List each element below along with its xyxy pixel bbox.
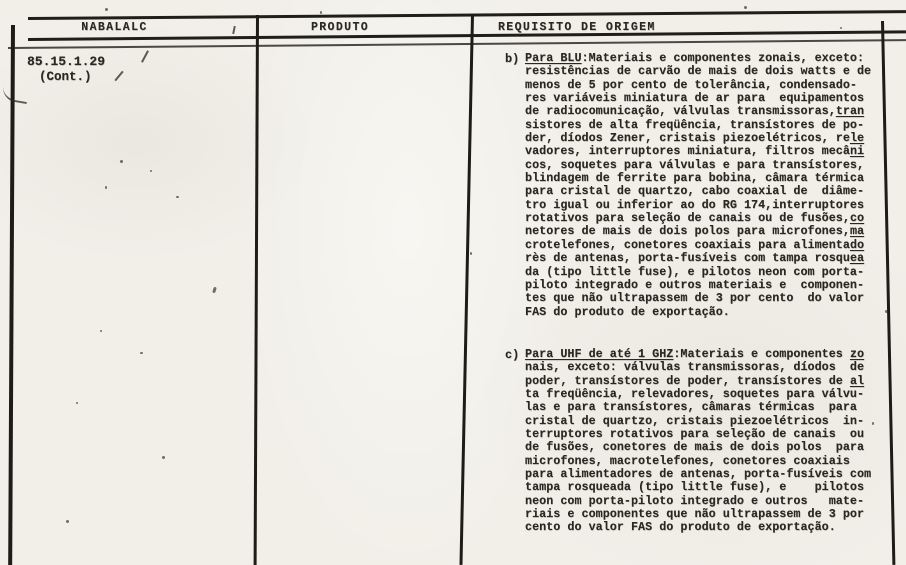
- requisito-line: nais, exceto: válvulas transmissoras, díodos de: [525, 360, 865, 375]
- requisito-line: menos de 5 por cento de tolerância, condensado-: [525, 77, 857, 92]
- requisito-line: microfones, macrotelefones, conetores coaxiais: [525, 453, 850, 468]
- requisito-line: terruptores rotativos para seleção de canais ou: [525, 426, 865, 441]
- header-bottom-thin-rule: [8, 39, 906, 49]
- column-header-requisito-de-origem: REQUISITO DE ORIGEM: [498, 21, 656, 34]
- column-divider-1: [254, 15, 259, 565]
- requisito-line: cos, soquetes para válvulas e para transístores,: [525, 157, 865, 172]
- requisito-line: sistores de alta freqüência, transístores de po-: [525, 117, 865, 132]
- nabalalc-cell: [27, 54, 105, 84]
- requisito-line: tampa rosqueada (tipo little fuse), e pilotos: [525, 480, 865, 495]
- requisito-line: der, díodos Zener, cristais piezoelétricos, rele: [525, 131, 865, 146]
- item-marker: c): [505, 347, 520, 362]
- requisito-cell: [507, 52, 887, 535]
- requisito-line: resistências de carvão de mais de dois watts e de: [525, 64, 872, 79]
- column-header-produto: PRODUTO: [310, 21, 370, 34]
- requisito-item: [507, 348, 887, 535]
- requisito-line: neon com porta-piloto integrado e outros mate-: [525, 493, 865, 508]
- requisito-line: para cristal de quartzo, cabo coaxial de diâme-: [525, 184, 865, 199]
- requisito-line: cristal de quartzo, cristais piezoelétricos in-: [525, 413, 865, 428]
- table-border-top: [28, 10, 906, 20]
- requisito-line: tes que não ultrapassem de 3 por cento do valor: [525, 291, 865, 306]
- nabalalc-code: 85.15.1.29: [27, 54, 106, 69]
- requisito-line: poder, transístores de poder, transístores de al: [525, 373, 865, 388]
- requisito-line: cento do valor FAS do produto de exportação.: [525, 520, 836, 535]
- requisito-line: blindagem de ferrite para bobina, câmara térmica: [525, 171, 865, 186]
- requisito-line: tro igual ou inferior ao do RG 174,interruptores: [525, 197, 865, 212]
- requisito-line: netores de mais de dois polos para microfones,ma: [525, 224, 865, 239]
- requisito-line: crotelefones, conetores coaxiais para alimentado: [525, 237, 865, 252]
- requisito-line: vadores, interruptores miniatura, filtros mecâni: [525, 144, 865, 159]
- requisito-line: de fusões, conetores de mais de dois polos para: [525, 440, 865, 455]
- column-divider-2: [459, 15, 474, 565]
- requisito-line: piloto integrado e outros materiais e componen-: [525, 277, 865, 292]
- requisito-line: da (tipo little fuse), e pilotos neon com porta-: [525, 264, 865, 279]
- requisito-line: rotativos para seleção de canais ou de fusões,co: [525, 211, 865, 226]
- requisito-line: de radiocomunicação, válvulas transmissoras,tran: [525, 104, 865, 119]
- requisito-line: Para BLU:Materiais e componentes zonais, exceto:: [525, 51, 865, 65]
- requisito-line: FAS do produto de exportação.: [525, 304, 730, 319]
- requisito-item: [507, 52, 887, 319]
- nabalalc-continuation: (Cont.): [39, 70, 92, 84]
- requisito-line: las e para transístores, câmaras térmicas para: [525, 400, 857, 415]
- requisito-line: riais e componentes que não ultrapassem de 3 por: [525, 507, 865, 521]
- requisito-line: Para UHF de até 1 GHZ:Materiais e componentes zo: [525, 346, 865, 361]
- item-marker: b): [505, 52, 520, 66]
- column-header-nabalalc: NABALALC: [81, 21, 148, 34]
- requisito-items: [507, 52, 887, 535]
- requisito-line: res variáveis miniatura de ar para equipamentos: [525, 91, 865, 106]
- requisito-line: para alimentadores de antenas, porta-fusíveis com: [525, 466, 872, 481]
- table-border-left: [8, 25, 15, 565]
- requisito-line: rès de antenas, porta-fusíveis com tampa rosquea: [525, 251, 865, 266]
- requisito-line: ta freqüência, relevadores, soquetes para válvu-: [525, 386, 865, 401]
